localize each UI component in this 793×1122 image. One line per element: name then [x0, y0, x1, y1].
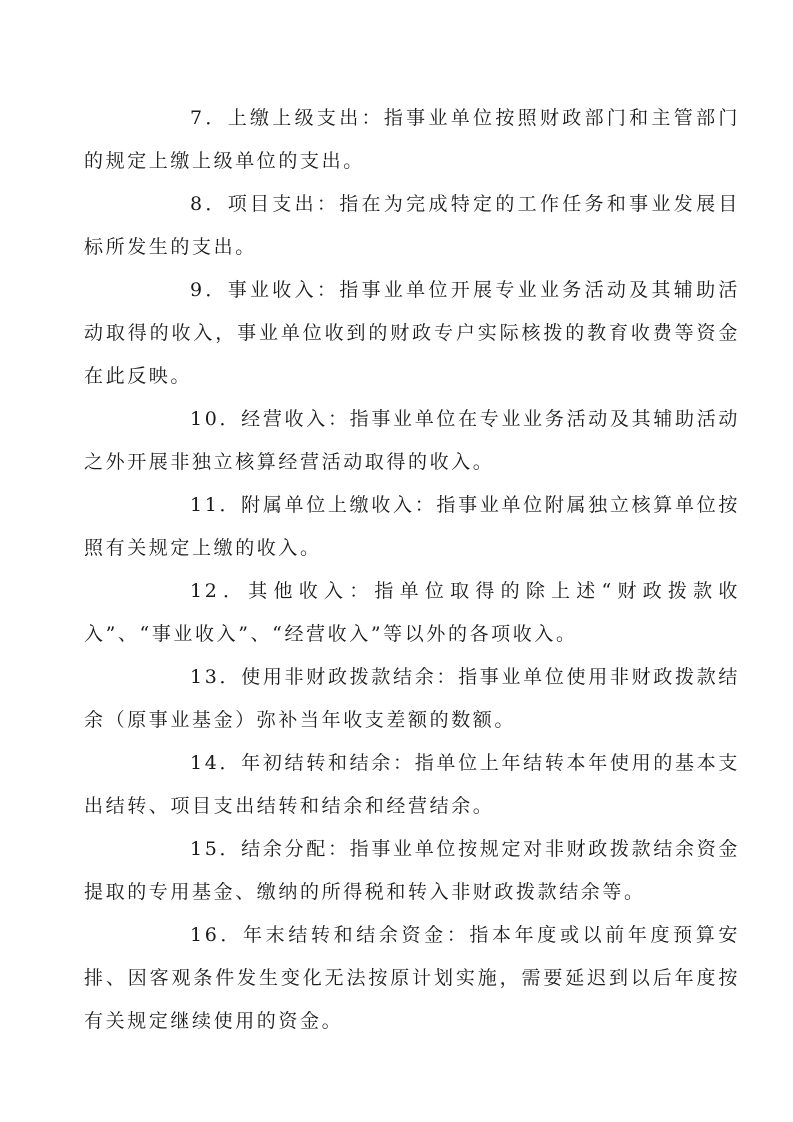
- item-term: 事业收入: [227, 279, 317, 301]
- paragraph-13: [84, 656, 740, 742]
- paragraph-8: [84, 183, 740, 269]
- paragraph-12: [84, 570, 740, 656]
- paragraph-14: [84, 742, 740, 828]
- item-number: 14．: [190, 752, 242, 774]
- item-number: 7．: [190, 107, 228, 129]
- item-term: 结余分配: [241, 838, 328, 860]
- item-term: 年初结转和结余: [241, 752, 394, 774]
- item-number: 8．: [190, 193, 228, 215]
- item-term: 附属单位上缴收入: [241, 494, 415, 516]
- paragraph-7: [84, 97, 740, 183]
- item-text: ：指单位取得的除上述“财政拨款收入”、“事业收入”、“经营收入”等以外的各项收入。: [84, 580, 740, 645]
- item-number: 12．: [190, 580, 249, 602]
- item-text: ：指在为完成特定的工作任务和事业发展目标所发生的支出。: [84, 193, 740, 258]
- item-number: 10．: [190, 408, 242, 430]
- paragraph-11: [84, 484, 740, 570]
- item-number: 13．: [190, 666, 242, 688]
- paragraph-9: [84, 269, 740, 398]
- paragraph-10: [84, 398, 740, 484]
- item-number: 9．: [190, 279, 228, 301]
- item-number: 16．: [190, 924, 244, 946]
- item-term: 项目支出: [227, 193, 317, 215]
- item-term: 经营收入: [241, 408, 328, 430]
- item-term: 年末结转和结余资金: [243, 924, 447, 946]
- item-text: ：指事业单位按照财政部门和主管部门的规定上缴上级单位的支出。: [84, 107, 740, 172]
- item-term: 其他收入: [248, 580, 350, 602]
- paragraph-16: [84, 914, 740, 1043]
- item-text: ：指单位上年结转本年使用的基本支出结转、项目支出结转和结余和经营结余。: [84, 752, 740, 817]
- item-text: ：指事业单位开展专业业务活动及其辅助活动取得的收入，事业单位收到的财政专户实际核拨的教育收费等资金在此反映。: [84, 279, 740, 387]
- item-number: 11．: [190, 494, 242, 516]
- item-text: ：指事业单位按规定对非财政拨款结余资金提取的专用基金、缴纳的所得税和转入非财政拨款结余等。: [84, 838, 741, 903]
- item-number: 15．: [190, 838, 242, 860]
- item-text: ：指事业单位使用非财政拨款结余（原事业基金）弥补当年收支差额的数额。: [84, 666, 741, 731]
- paragraph-15: [84, 828, 740, 914]
- item-term: 使用非财政拨款结余: [241, 666, 437, 688]
- item-text: ：指事业单位在专业业务活动及其辅助活动之外开展非独立核算经营活动取得的收入。: [84, 408, 741, 473]
- item-text: ：指事业单位附属独立核算单位按照有关规定上缴的收入。: [84, 494, 740, 559]
- item-term: 上缴上级支出: [227, 107, 362, 129]
- item-text: ：指本年度或以前年度预算安排、因客观条件发生变化无法按原计划实施，需要延迟到以后年度按有关规定继续使用的资金。: [84, 924, 740, 1032]
